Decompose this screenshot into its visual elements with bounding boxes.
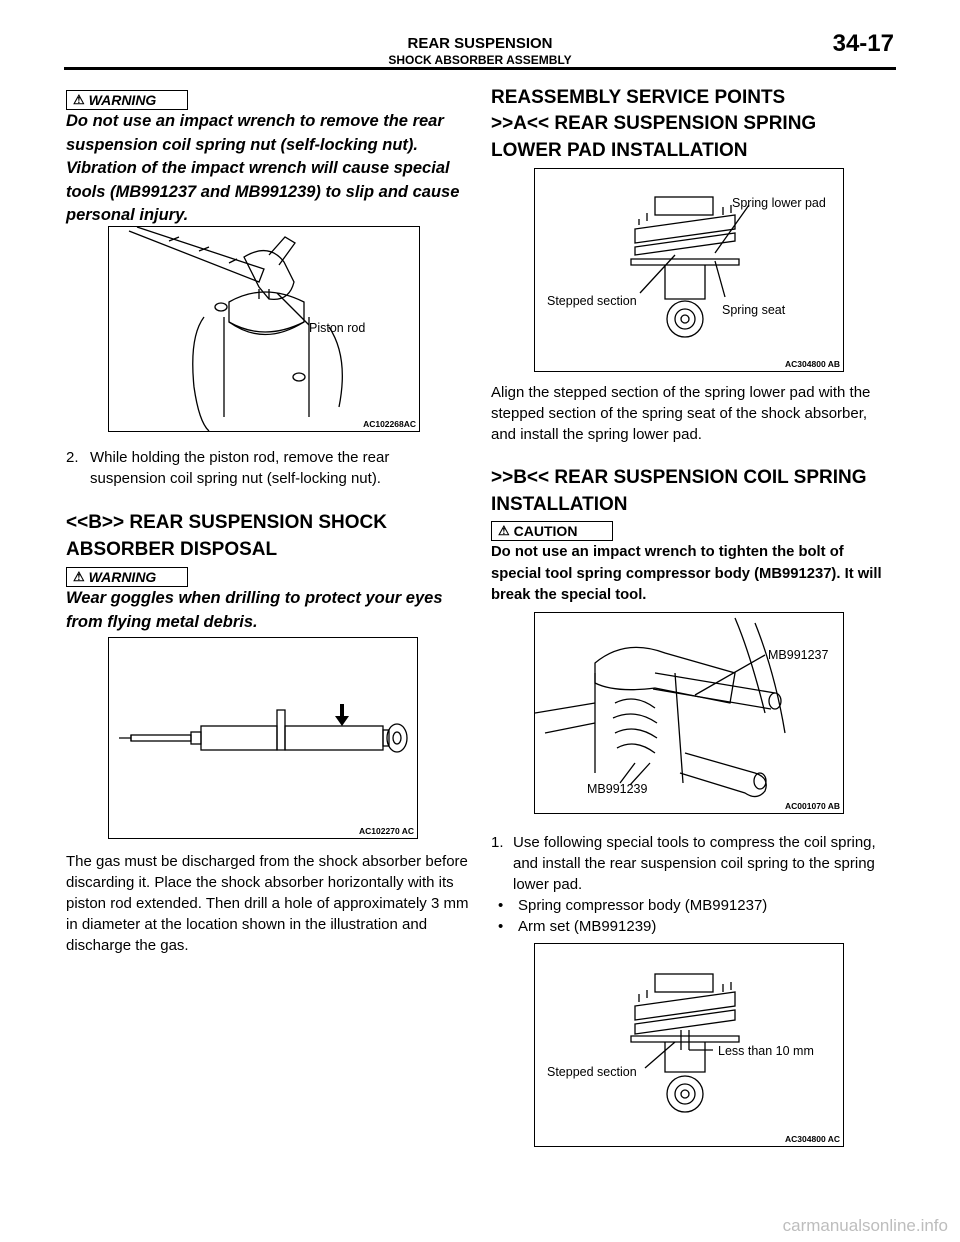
figure-stepped-section-gap — [534, 943, 844, 1147]
figure-shock-absorber-disposal — [108, 637, 418, 839]
figure-id: AC102270 AC — [359, 826, 414, 836]
figure-spring-compressor — [534, 612, 844, 814]
section-heading-a-lower-pad: >>A<< REAR SUSPENSION SPRING LOWER PAD INSTALLATION — [491, 113, 817, 161]
warning-badge — [66, 567, 188, 587]
piston-rod-callout: Piston rod — [309, 321, 366, 335]
figure-id: AC304800 AC — [785, 1134, 840, 1144]
align-paragraph: Align the stepped section of the spring lower pad with the stepped section of the spring seat of the shock absorber, and install the spring lower pad. — [491, 384, 871, 443]
figure-id: AC001070 AB — [785, 801, 840, 811]
stepped-section-callout: Stepped section — [547, 294, 637, 308]
figure-piston-rod — [108, 226, 420, 432]
warning-text: Wear goggles when drilling to protect your eyes from flying metal debris. — [66, 589, 443, 631]
piston-rod-illustration — [109, 227, 419, 431]
step-text: While holding the piston rod, remove the rear suspension coil spring nut (self-locking nut). — [90, 449, 390, 487]
section-heading-b-coil-spring: >>B<< REAR SUSPENSION COIL SPRING INSTALLATION — [491, 467, 867, 515]
figure-spring-lower-pad — [534, 168, 844, 372]
caution-triangle-icon: ⚠ — [498, 523, 510, 538]
section-heading-b-disposal: <<B>> REAR SUSPENSION SHOCK ABSORBER DISPOSAL — [66, 512, 387, 560]
mb991237-callout: MB991237 — [768, 648, 829, 662]
warning-badge — [66, 90, 188, 110]
bullet-icon: • — [498, 918, 504, 935]
caution-badge — [491, 521, 613, 541]
figure-id: AC304800 AB — [785, 359, 840, 369]
spring-compressor-illustration — [535, 613, 843, 813]
caution-text: Do not use an impact wrench to tighten the bolt of special tool spring compressor body (MB991237). It will break the special tool. — [491, 544, 882, 603]
reassembly-heading: REASSEMBLY SERVICE POINTS — [491, 87, 786, 108]
warning-label: WARNING — [88, 569, 157, 585]
spring-seat-callout: Spring seat — [722, 303, 786, 317]
step-number: 2. — [66, 449, 79, 466]
page-number: 34-17 — [832, 30, 894, 57]
less-than-10mm-callout: Less than 10 mm — [718, 1044, 814, 1058]
bullet-icon: • — [498, 897, 504, 914]
shock-absorber-illustration — [109, 638, 417, 838]
mb991239-callout: MB991239 — [587, 782, 648, 796]
warning-triangle-icon: ⚠ — [73, 92, 85, 107]
header-rule — [64, 67, 896, 70]
list-item: Spring compressor body (MB991237) — [518, 897, 768, 914]
step-number: 1. — [491, 834, 504, 851]
stepped-section-callout: Stepped section — [547, 1065, 637, 1079]
watermark: carmanualsonline.info — [782, 1216, 948, 1235]
figure-id: AC102268AC — [363, 419, 416, 429]
warning-label: WARNING — [88, 92, 157, 108]
caution-label: CAUTION — [513, 523, 578, 539]
disposal-paragraph: The gas must be discharged from the shock absorber before discarding it. Place the shock absorber horizontally with its piston rod extended. Then drill a hole of approximately 3 mm in diameter at the location shown in the illustration and discharge the gas. — [66, 853, 469, 954]
spring-lower-pad-callout: Spring lower pad — [732, 196, 826, 210]
step-text: Use following special tools to compress the coil spring, and install the rear suspension coil spring to the spring lower pad. — [513, 834, 876, 893]
warning-text: Do not use an impact wrench to remove the rear suspension coil spring nut (self-locking nut). Vibration of the impact wrench will cause special tools (MB991237 and MB991239) to slip and cause personal injury. — [66, 112, 460, 224]
section-subtitle: SHOCK ABSORBER ASSEMBLY — [388, 53, 572, 67]
section-title: REAR SUSPENSION — [407, 35, 553, 52]
list-item: Arm set (MB991239) — [518, 918, 657, 935]
warning-triangle-icon: ⚠ — [73, 569, 85, 584]
